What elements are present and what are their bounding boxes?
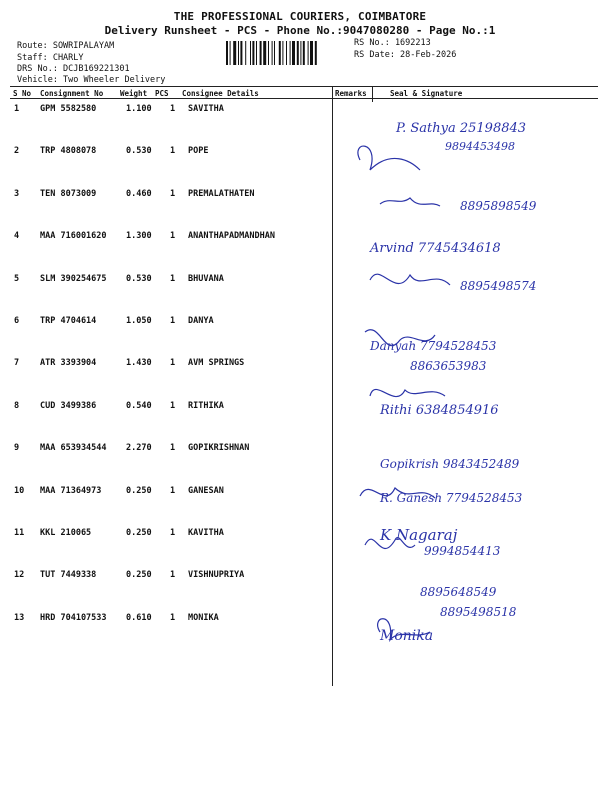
rs-number: RS No.: 1692213: [354, 38, 431, 48]
barcode-bar: [256, 41, 257, 65]
row-pcs: 1: [170, 316, 176, 326]
row-sno: 1: [14, 104, 20, 114]
row-consignee: GOPIKRISHNAN: [188, 443, 250, 454]
row-weight: 0.250: [126, 570, 152, 581]
vehicle-label: Vehicle: Two Wheeler Delivery: [17, 75, 166, 85]
signature-text: 8895498518: [440, 605, 517, 619]
signature-text: K Nagaraj: [380, 526, 458, 544]
barcode-bar: [308, 41, 309, 65]
header-pcs: PCS: [155, 89, 169, 98]
barcode-bar: [290, 41, 291, 65]
row-consignment-no: KKL 210065: [40, 528, 92, 538]
barcode-bar: [272, 41, 273, 65]
row-pcs: 1: [170, 231, 176, 242]
row-consignment-no: MAA 716001620: [40, 231, 107, 242]
remarks-divider-top: [332, 86, 333, 102]
barcode-bar: [238, 41, 239, 65]
row-sno: 9: [14, 443, 20, 454]
header-sno: S No: [13, 89, 32, 98]
row-consignment-no: MAA 653934544: [40, 443, 107, 454]
row-sno: 3: [14, 188, 20, 199]
row-pcs: 1: [170, 273, 176, 284]
barcode-bar: [279, 41, 281, 65]
row-consignee: KAVITHA: [188, 528, 224, 538]
row-consignment-no: SLM 390254675: [40, 273, 107, 284]
row-consignee: PREMALATHATEN: [188, 188, 255, 199]
barcode-bar: [230, 41, 231, 65]
signature-text: R. Ganesh 7794528453: [380, 491, 523, 505]
barcode-bar: [260, 41, 262, 65]
row-pcs: 1: [170, 485, 176, 496]
row-weight: 1.050: [126, 316, 152, 326]
barcode-bar: [297, 41, 299, 65]
signature-text: 8895898549: [460, 199, 537, 213]
signature-text: Danyah 7794528453: [370, 339, 497, 353]
row-pcs: 1: [170, 612, 176, 623]
row-pcs: 1: [170, 570, 176, 581]
signature-text: 9994854413: [424, 544, 501, 558]
barcode-bar: [250, 41, 251, 65]
row-consignment-no: CUD 3499386: [40, 400, 97, 411]
row-consignee: AVM SPRINGS: [188, 358, 245, 369]
barcode-bar: [274, 41, 275, 65]
staff-label: Staff: CHARLY: [17, 53, 84, 63]
row-consignee: RITHIKA: [188, 400, 224, 411]
header-seal: Seal & Signature: [390, 89, 463, 98]
row-sno: 8: [14, 400, 20, 411]
row-consignee: ANANTHAPADMANDHAN: [188, 231, 275, 242]
row-sno: 7: [14, 358, 20, 369]
row-consignment-no: MAA 71364973: [40, 485, 102, 496]
rs-date: RS Date: 28-Feb-2026: [354, 50, 457, 60]
table-row: [0, 613, 600, 656]
header-consignee: Consignee Details: [182, 89, 259, 98]
row-consignment-no: HRD 704107533: [40, 612, 107, 623]
table-row: [0, 358, 600, 401]
barcode-bar: [252, 41, 254, 65]
row-consignee: MONIKA: [188, 612, 219, 623]
table-row: [0, 104, 600, 147]
barcode-bar: [245, 41, 246, 65]
rs-info: [354, 37, 456, 61]
signature-text: 8863653983: [410, 359, 487, 373]
row-weight: 0.540: [126, 400, 152, 411]
row-pcs: 1: [170, 358, 176, 369]
drs-number: DRS No.: DCJB169221301: [17, 64, 130, 74]
row-pcs: 1: [170, 104, 176, 114]
row-pcs: 1: [170, 146, 176, 157]
row-pcs: 1: [170, 443, 176, 454]
row-weight: 1.300: [126, 231, 152, 242]
barcode-image: [226, 41, 350, 65]
row-sno: 4: [14, 231, 20, 242]
row-sno: 11: [14, 528, 25, 538]
barcode-bar: [233, 41, 236, 65]
row-consignment-no: TRP 4808078: [40, 146, 97, 157]
row-weight: 2.270: [126, 443, 152, 454]
barcode-bar: [310, 41, 313, 65]
row-sno: 12: [14, 570, 25, 581]
header-remarks: Remarks: [335, 89, 367, 98]
table-row: [0, 486, 600, 529]
row-consignment-no: TRP 4704614: [40, 316, 97, 326]
signature-text: 8895648549: [420, 585, 497, 599]
barcode-bar: [240, 41, 242, 65]
row-weight: 0.460: [126, 188, 152, 199]
row-consignment-no: TEN 8073009: [40, 188, 97, 199]
header-bottom-border: [10, 98, 598, 99]
row-consignee: VISHNUPRIYA: [188, 570, 245, 581]
signature-text: P. Sathya 25198843: [396, 121, 527, 136]
row-sno: 13: [14, 612, 25, 623]
row-consignee: SAVITHA: [188, 104, 224, 114]
table-row: [0, 528, 600, 571]
signature-text: Arvind 7745434618: [370, 241, 501, 256]
barcode-bar: [268, 41, 269, 65]
row-pcs: 1: [170, 528, 176, 538]
table-row: [0, 189, 600, 232]
signature-text: 8895498574: [460, 279, 537, 293]
table-row: [0, 443, 600, 486]
company-title: THE PROFESSIONAL COURIERS, COIMBATORE: [173, 10, 427, 23]
signature-text: Gopikrish 9843452489: [380, 457, 520, 471]
grid-top-border: [10, 86, 598, 87]
row-consignee: GANESAN: [188, 485, 224, 496]
row-weight: 0.530: [126, 273, 152, 284]
row-consignee: BHUVANA: [188, 273, 224, 284]
barcode-bar: [292, 41, 295, 65]
barcode-bar: [303, 41, 305, 65]
header-consignment: Consignment No: [40, 89, 104, 98]
table-row: [0, 231, 600, 274]
row-weight: 0.250: [126, 528, 152, 538]
signature-text: Monika: [380, 628, 434, 644]
row-sno: 6: [14, 316, 20, 326]
row-sno: 2: [14, 146, 20, 157]
barcode-bar: [315, 41, 317, 65]
signature-text: Rithi 6384854916: [380, 403, 499, 418]
seal-divider-top: [372, 86, 373, 102]
table-row: [0, 570, 600, 613]
barcode-bar: [286, 41, 287, 65]
header-weight: Weight: [120, 89, 148, 98]
row-consignment-no: GPM 5582580: [40, 104, 97, 114]
row-weight: 0.250: [126, 485, 152, 496]
row-consignee: POPE: [188, 146, 209, 157]
row-pcs: 1: [170, 400, 176, 411]
row-consignment-no: TUT 7449338: [40, 570, 97, 581]
row-sno: 5: [14, 273, 20, 284]
table-row: [0, 146, 600, 189]
barcode-bar: [282, 41, 283, 65]
row-pcs: 1: [170, 188, 176, 199]
table-row: [0, 316, 600, 359]
row-consignee: DANYA: [188, 316, 214, 326]
route-label: Route: SOWRIPALAYAM: [17, 41, 115, 51]
table-row: [0, 401, 600, 444]
row-weight: 1.430: [126, 358, 152, 369]
barcode-bar: [226, 41, 228, 65]
barcode-bar: [263, 41, 266, 65]
runsheet-subtitle: Delivery Runsheet - PCS - Phone No.:9047080280 - Page No.:1: [104, 24, 496, 37]
barcode-bar: [300, 41, 301, 65]
signature-text: 9894453498: [445, 140, 515, 153]
table-row: [0, 274, 600, 317]
row-consignment-no: ATR 3393904: [40, 358, 97, 369]
row-weight: 0.530: [126, 146, 152, 157]
row-sno: 10: [14, 485, 25, 496]
row-weight: 0.610: [126, 612, 152, 623]
row-weight: 1.100: [126, 104, 152, 114]
